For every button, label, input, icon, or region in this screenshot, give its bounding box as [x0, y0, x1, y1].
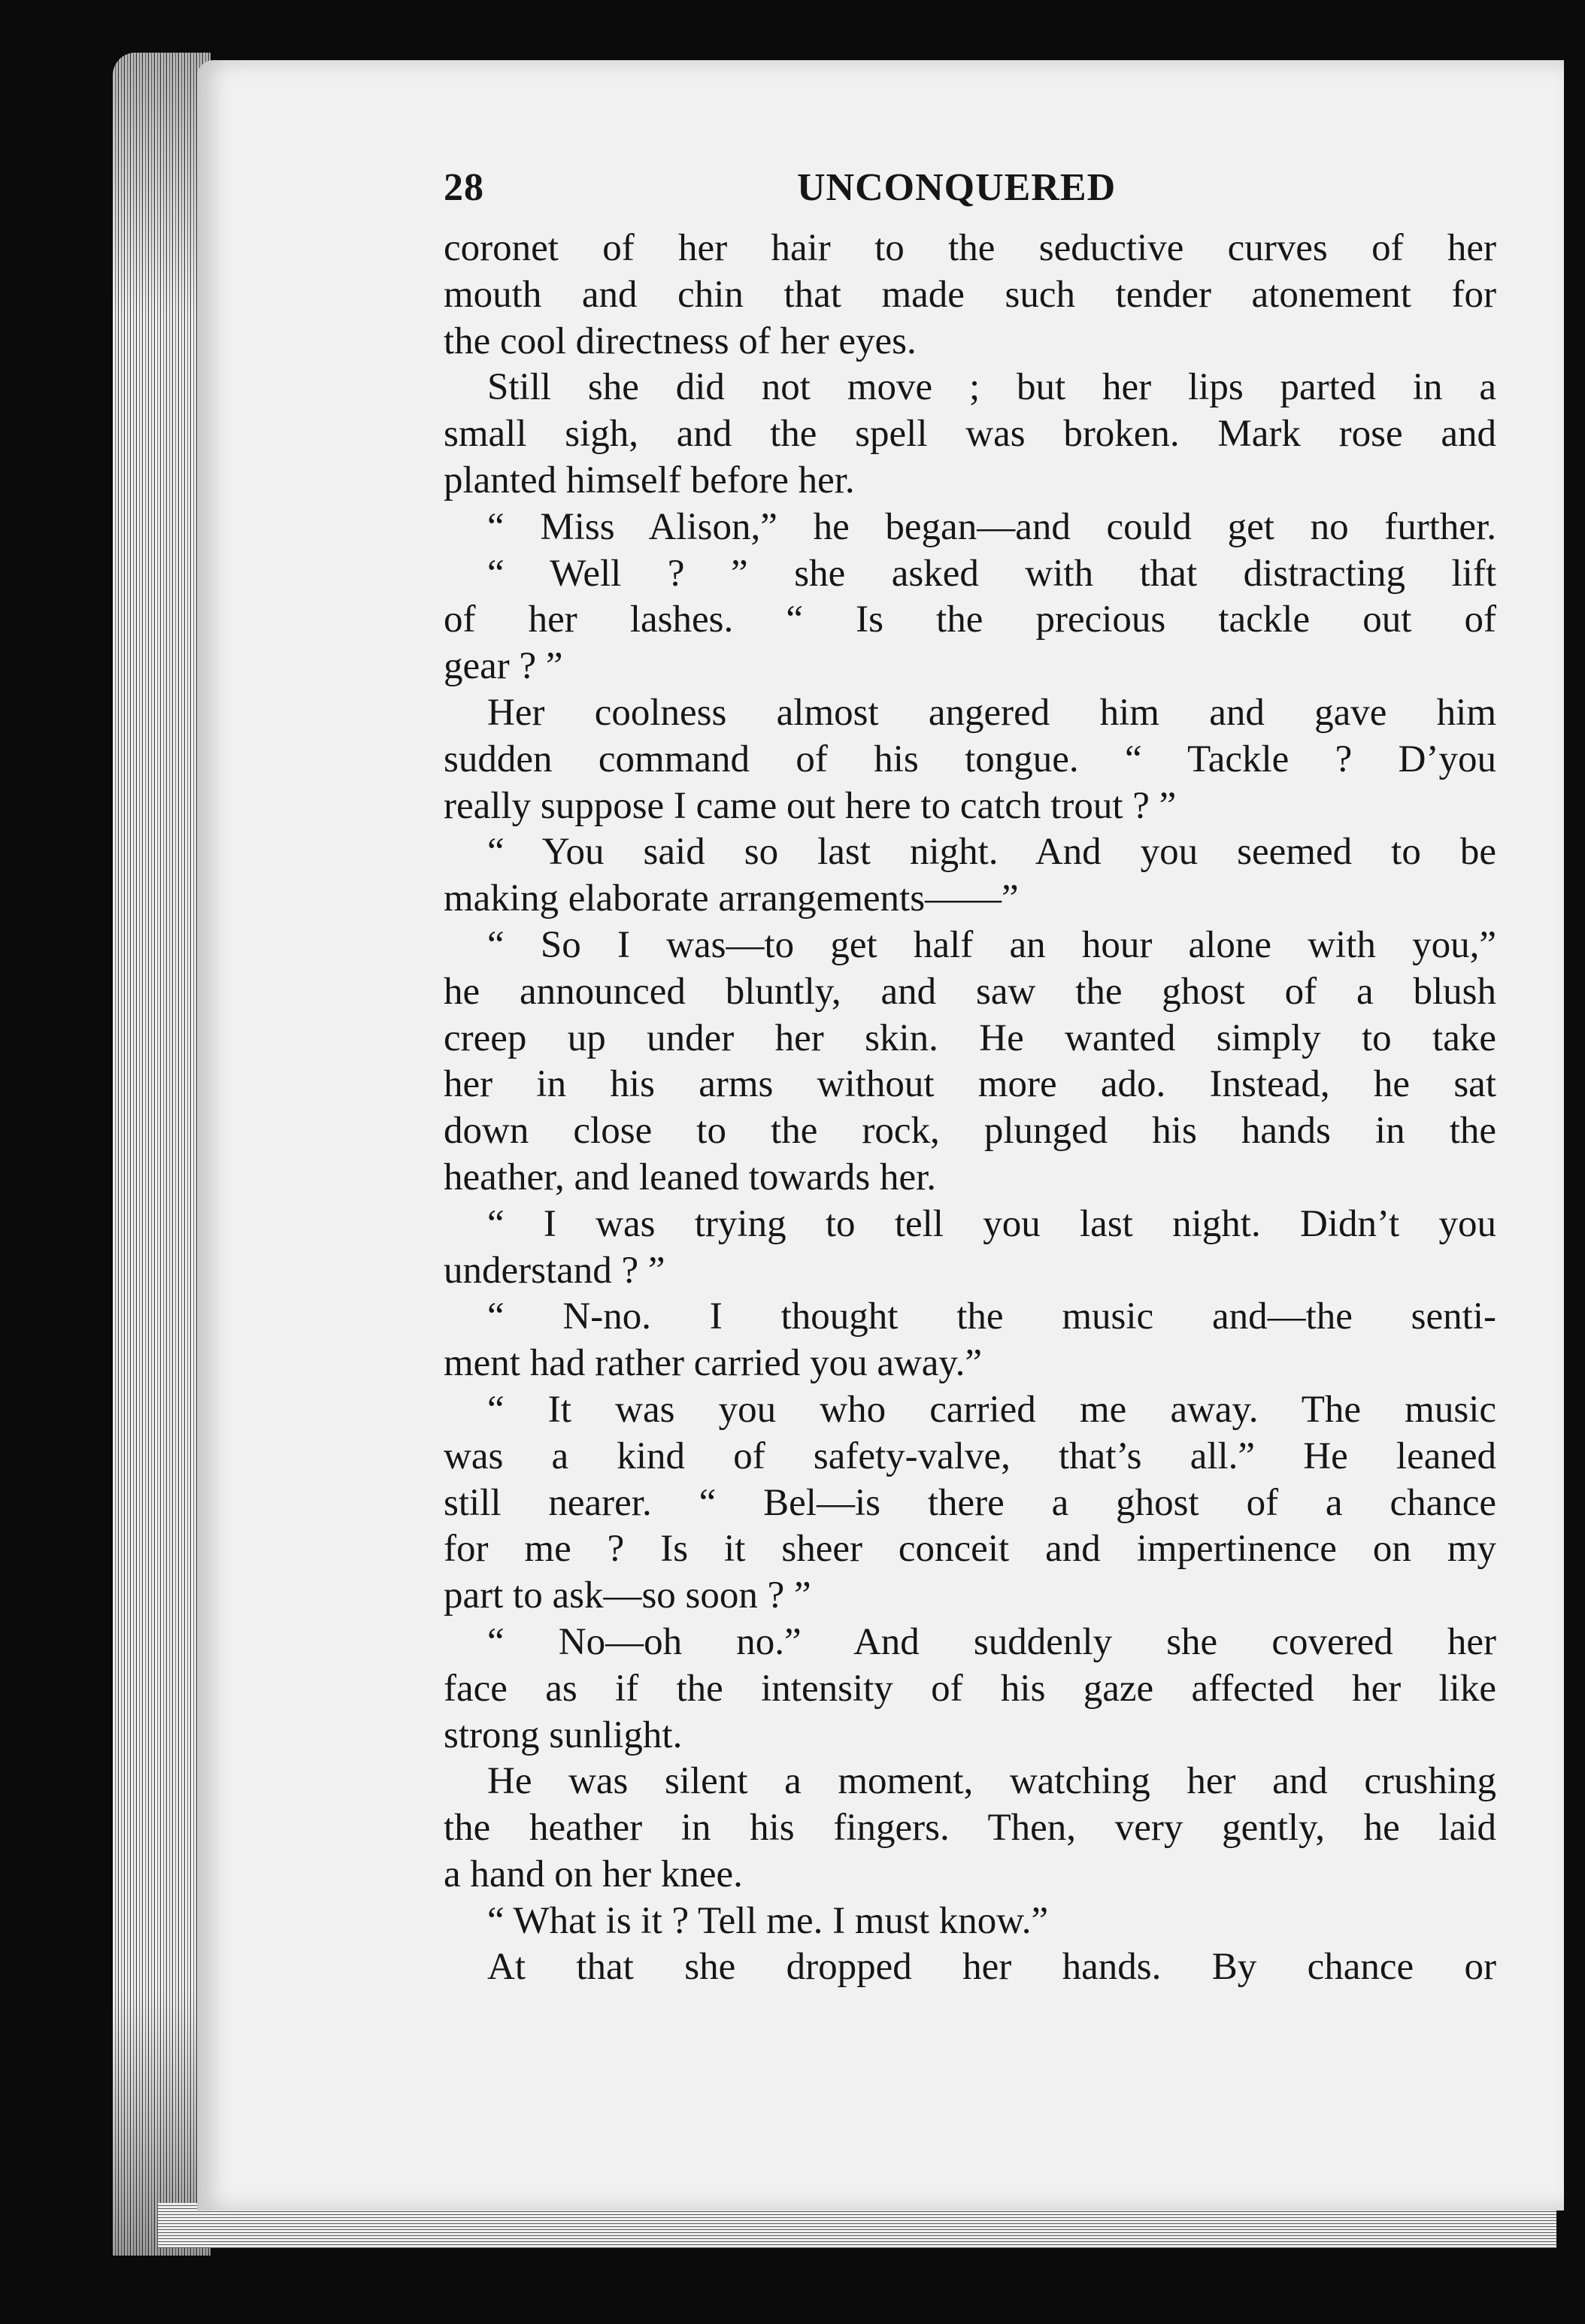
text-line: Her coolness almost angered him and gave him	[487, 691, 1496, 734]
text-line: really suppose I came out here to catch trout ? ”	[444, 784, 1177, 827]
text-line: strong sunlight.	[444, 1713, 683, 1756]
text-line: ment had rather carried you away.”	[444, 1342, 982, 1385]
text-line: her in his arms without more ado. Instead, he sat	[444, 1063, 1496, 1106]
text-line: “ No—oh no.” And suddenly she covered her	[487, 1620, 1496, 1663]
page-number: 28	[444, 166, 484, 209]
text-line: coronet of her hair to the seductive curves of her	[444, 227, 1496, 269]
text-line: planted himself before her.	[444, 459, 855, 501]
text-line: “ Miss Alison,” he began—and could get no further.	[487, 505, 1496, 548]
text-line: a hand on her knee.	[444, 1853, 743, 1895]
text-line: “ I was trying to tell you last night. Didn’t you	[487, 1202, 1496, 1245]
text-line: face as if the intensity of his gaze affected her like	[444, 1667, 1496, 1710]
text-line: “ What is it ? Tell me. I must know.”	[487, 1899, 1049, 1942]
text-line: “ You said so last night. And you seemed to be	[487, 831, 1496, 874]
text-line: He was silent a moment, watching her and crushing	[487, 1760, 1496, 1803]
text-line: of her lashes. “ Is the precious tackle out of	[444, 598, 1496, 641]
page-text-block	[444, 158, 1496, 1991]
running-header	[444, 158, 1496, 211]
text-line: “ N-no. I thought the music and—the senti-	[487, 1295, 1496, 1338]
text-line: Still she did not move ; but her lips parted in a	[487, 366, 1496, 409]
text-line: heather, and leaned towards her.	[444, 1156, 937, 1198]
text-line: for me ? Is it sheer conceit and impertinence on my	[444, 1528, 1496, 1571]
text-line: small sigh, and the spell was broken. Mark rose and	[444, 413, 1496, 456]
text-line: still nearer. “ Bel—is there a ghost of a chance	[444, 1481, 1496, 1524]
text-line: “ So I was—to get half an hour alone with you,”	[487, 923, 1496, 966]
text-line: part to ask—so soon ? ”	[444, 1574, 811, 1617]
text-line: At that she dropped her hands. By chance or	[487, 1946, 1496, 1989]
text-line: making elaborate arrangements——”	[444, 877, 1019, 920]
text-line: creep up under her skin. He wanted simply to take	[444, 1017, 1496, 1059]
text-line: gear ? ”	[444, 645, 563, 688]
text-line: understand ? ”	[444, 1249, 665, 1292]
page-edges-shadow	[113, 53, 211, 2256]
text-line: sudden command of his tongue. “ Tackle ? D’you	[444, 738, 1496, 780]
text-line: was a kind of safety-valve, that’s all.” He leaned	[444, 1435, 1496, 1477]
running-title: UNCONQUERED	[797, 166, 1117, 209]
text-line: “ It was you who carried me away. The music	[487, 1388, 1496, 1431]
text-line: down close to the rock, plunged his hands in the	[444, 1110, 1496, 1153]
text-line: he announced bluntly, and saw the ghost of a blush	[444, 970, 1496, 1013]
text-line: mouth and chin that made such tender atonement for	[444, 273, 1496, 316]
text-line: the cool directness of her eyes.	[444, 320, 917, 362]
body-text	[444, 226, 1496, 1991]
text-line: the heather in his fingers. Then, very gently, he laid	[444, 1807, 1496, 1850]
text-line: “ Well ? ” she asked with that distracting lift	[487, 552, 1496, 595]
